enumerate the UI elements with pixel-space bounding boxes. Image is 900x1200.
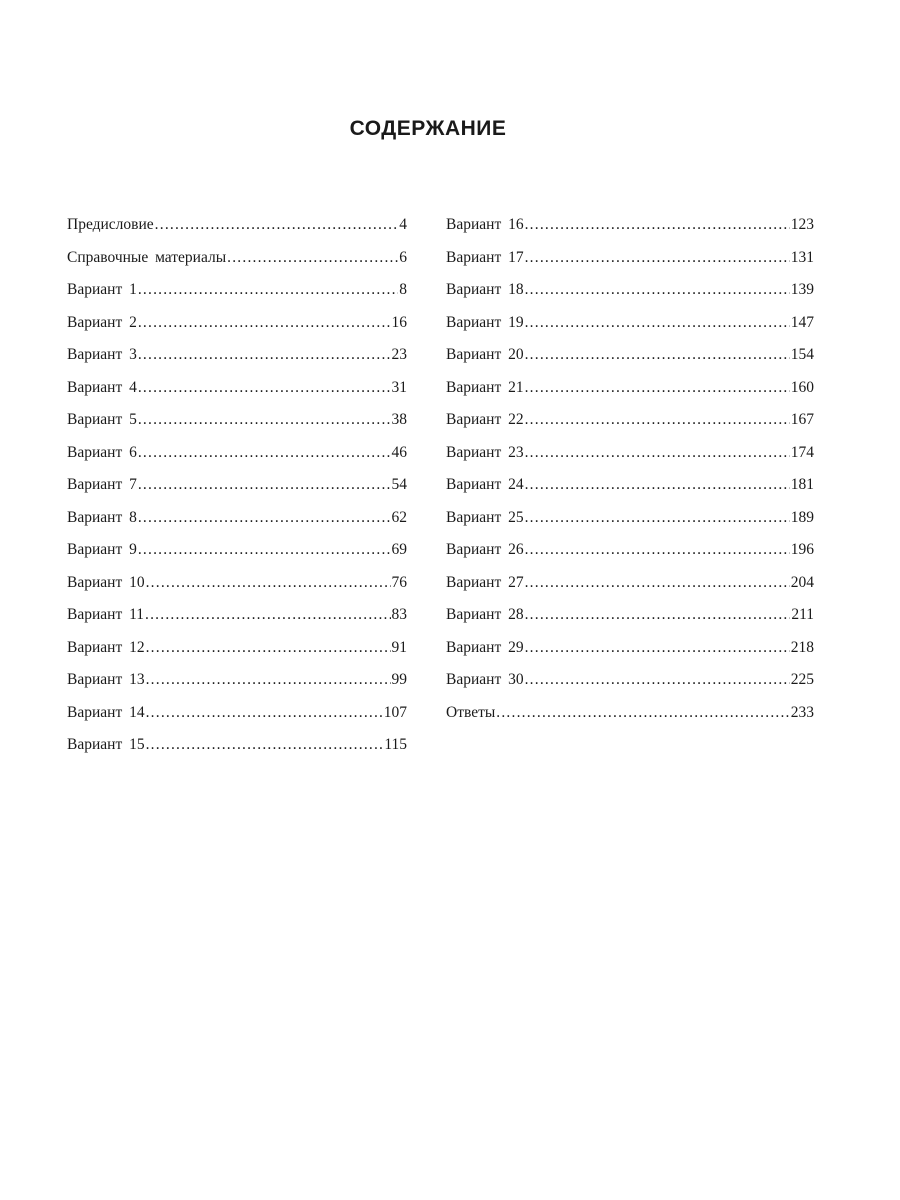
dot-leader (525, 473, 790, 497)
toc-entry (446, 571, 814, 604)
toc-entry-label: Вариант 11 (67, 606, 145, 623)
dot-leader (146, 733, 384, 757)
toc-entry-page: 76 (391, 573, 407, 591)
dot-leader (138, 376, 391, 400)
dot-leader (525, 636, 790, 660)
toc-entry-label: Вариант 9 (67, 541, 137, 558)
toc-entry (67, 603, 407, 636)
toc-entry-label: Вариант 6 (67, 443, 137, 461)
toc-entry-page: 174 (790, 443, 814, 461)
toc-entry-page: 181 (790, 476, 814, 493)
dot-leader (525, 668, 790, 692)
toc-entry (67, 311, 407, 344)
dot-leader (496, 701, 789, 725)
dot-leader (146, 701, 383, 725)
toc-entry-label: Вариант 16 (446, 216, 524, 233)
toc-entry (67, 506, 407, 539)
toc-entry (67, 636, 407, 669)
toc-entry (446, 213, 814, 246)
toc-entry-page: 46 (391, 443, 407, 461)
toc-entry-label: Вариант 18 (446, 281, 524, 298)
toc-entry-label: Вариант 19 (446, 313, 524, 331)
toc-entry-page: 31 (391, 378, 407, 396)
dot-leader (138, 343, 391, 367)
toc-right-column (446, 213, 814, 733)
toc-entry-page: 16 (391, 313, 407, 331)
toc-entry-label: Вариант 15 (67, 736, 145, 753)
toc-entry (67, 376, 407, 409)
toc-entry-page: 62 (391, 508, 407, 526)
toc-entry-page: 115 (384, 736, 407, 753)
toc-entry-label: Вариант 22 (446, 411, 524, 428)
toc-entry (67, 246, 407, 279)
dot-leader (525, 603, 791, 627)
toc-entry-page: 225 (790, 671, 814, 688)
toc-entry (67, 733, 407, 766)
toc-entry-page: 123 (790, 216, 814, 233)
dot-leader (146, 668, 391, 692)
toc-entry-page: 54 (391, 476, 407, 493)
dot-leader (138, 473, 391, 497)
dot-leader (146, 571, 391, 595)
toc-entry-page: 131 (790, 248, 814, 266)
toc-entry-label: Вариант 23 (446, 443, 524, 461)
toc-entry (67, 278, 407, 311)
dot-leader (138, 506, 391, 530)
toc-entry (67, 441, 407, 474)
dot-leader (138, 278, 398, 302)
dot-leader (138, 311, 391, 335)
toc-entry-label: Вариант 8 (67, 508, 137, 526)
toc-entry (446, 246, 814, 279)
toc-entry (446, 538, 814, 571)
dot-leader (525, 571, 790, 595)
toc-entry-page: 167 (790, 411, 814, 428)
toc-entry-page: 160 (790, 378, 814, 396)
dot-leader (138, 408, 391, 432)
toc-entry (67, 473, 407, 506)
dot-leader (138, 441, 391, 465)
toc-entry-label: Вариант 2 (67, 313, 137, 331)
toc-entry-label: Вариант 3 (67, 346, 137, 363)
toc-entry-label: Вариант 29 (446, 638, 524, 656)
toc-left-column (67, 213, 407, 766)
toc-entry-page: 218 (790, 638, 814, 656)
dot-leader (525, 506, 790, 530)
toc-entry-page: 107 (383, 703, 407, 721)
dot-leader (146, 636, 391, 660)
dot-leader (525, 408, 790, 432)
toc-entry (67, 538, 407, 571)
toc-entry-page: 99 (391, 671, 407, 688)
toc-entry (446, 441, 814, 474)
toc-entry-label: Ответы (446, 703, 496, 721)
toc-entry-label: Предисловие (67, 216, 154, 233)
toc-entry-label: Вариант 28 (446, 606, 524, 623)
toc-entry-label: Вариант 20 (446, 346, 524, 363)
dot-leader (525, 376, 790, 400)
toc-entry (446, 473, 814, 506)
toc-entry-page: 4 (399, 216, 407, 233)
toc-entry-page: 204 (790, 573, 814, 591)
toc-entry (446, 603, 814, 636)
toc-entry (67, 343, 407, 376)
toc-entry (67, 408, 407, 441)
toc-entry (446, 311, 814, 344)
toc-entry-page: 147 (790, 313, 814, 331)
toc-entry-page: 8 (399, 281, 407, 298)
toc-entry-page: 23 (391, 346, 407, 363)
toc-entry (446, 636, 814, 669)
toc-entry (446, 343, 814, 376)
toc-entry-label: Вариант 21 (446, 378, 524, 396)
toc-entry-page: 211 (791, 606, 814, 623)
toc-entry-page: 91 (391, 638, 407, 656)
toc-entry-page: 139 (790, 281, 814, 298)
dot-leader (525, 343, 790, 367)
toc-entry (446, 701, 814, 734)
toc-entry (446, 278, 814, 311)
toc-entry-label: Вариант 25 (446, 508, 524, 526)
toc-entry-page: 38 (391, 411, 407, 428)
toc-entry-page: 233 (790, 703, 814, 721)
toc-entry (67, 668, 407, 701)
dot-leader (525, 213, 790, 237)
toc-entry-label: Вариант 4 (67, 378, 137, 396)
toc-entry (446, 506, 814, 539)
toc-entry-label: Вариант 10 (67, 573, 145, 591)
dot-leader (525, 246, 790, 270)
toc-entry-label: Вариант 30 (446, 671, 524, 688)
dot-leader (525, 441, 790, 465)
toc-entry (446, 668, 814, 701)
toc-entry-page: 69 (391, 541, 407, 558)
toc-entry-page: 6 (399, 248, 407, 266)
toc-entry-label: Вариант 14 (67, 703, 145, 721)
toc-entry (446, 376, 814, 409)
dot-leader (227, 246, 398, 270)
toc-entry-page: 83 (391, 606, 407, 623)
toc-entry-label: Вариант 12 (67, 638, 145, 656)
toc-entry (446, 408, 814, 441)
dot-leader (145, 603, 390, 627)
dot-leader (525, 311, 790, 335)
toc-entry-label: Вариант 26 (446, 541, 524, 558)
toc-entry-label: Справочные материалы (67, 248, 227, 266)
toc-entry-label: Вариант 7 (67, 476, 137, 493)
toc-entry-label: Вариант 27 (446, 573, 524, 591)
toc-entry-label: Вариант 5 (67, 411, 137, 428)
dot-leader (525, 278, 790, 302)
toc-entry-label: Вариант 1 (67, 281, 137, 298)
toc-entry (67, 701, 407, 734)
dot-leader (525, 538, 790, 562)
toc-entry-page: 154 (790, 346, 814, 363)
toc-entry-page: 196 (790, 541, 814, 558)
toc-entry (67, 213, 407, 246)
toc-entry-label: Вариант 13 (67, 671, 145, 688)
toc-entry-label: Вариант 17 (446, 248, 524, 266)
toc-entry-label: Вариант 24 (446, 476, 524, 493)
page-title: СОДЕРЖАНИЕ (349, 117, 507, 140)
dot-leader (155, 213, 399, 237)
toc-entry-page: 189 (790, 508, 814, 526)
toc-entry (67, 571, 407, 604)
dot-leader (138, 538, 391, 562)
